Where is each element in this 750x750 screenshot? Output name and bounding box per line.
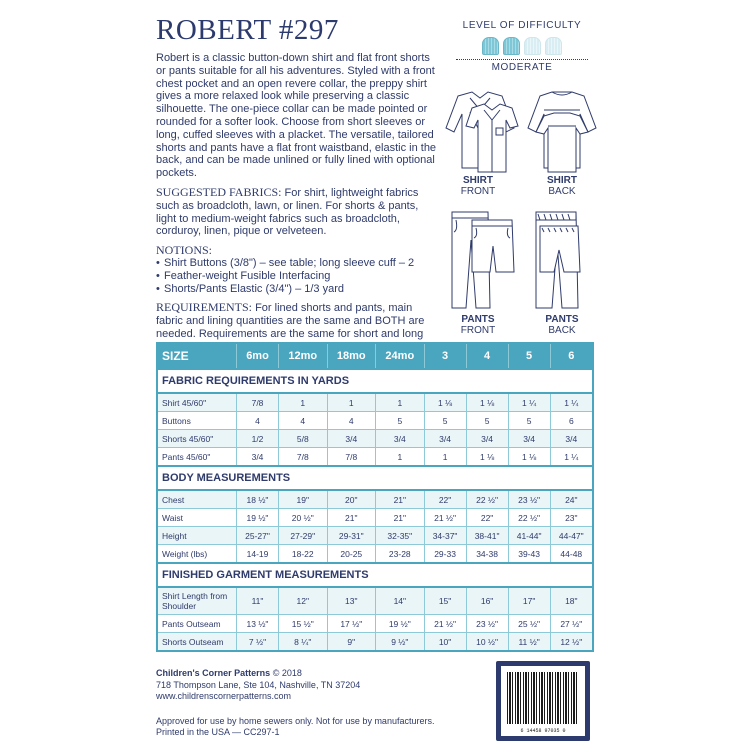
size-header-row [157,343,593,369]
table-cell: 3/4 [237,448,279,467]
table-cell: 1 ⅛ [466,448,508,467]
barcode [501,666,585,736]
table-cell: 1 [376,393,425,412]
table-row-label: Waist [157,509,237,527]
table-cell: 1 ⅛ [424,393,466,412]
table-cell: 5 [376,412,425,430]
table-cell: 19 ½" [376,615,425,633]
table-cell: 18-22 [279,545,328,564]
table-cell: 5 [466,412,508,430]
table-cell: 22" [466,509,508,527]
size-header-cell: 12mo [279,343,328,369]
size-chart-table [156,342,594,652]
table-cell: 6 [550,412,593,430]
table-cell: 22 ½" [466,490,508,509]
table-cell: 23 ½" [466,615,508,633]
table-cell: 5 [508,412,550,430]
fabrics-heading: SUGGESTED FABRICS: [156,184,282,199]
table-row-label: Shirt Length from Shoulder [157,587,237,615]
table-cell: 41-44" [508,527,550,545]
shirt-back-caption: SHIRT BACK [547,175,577,197]
table-cell: 29-31" [327,527,376,545]
table-cell: 21" [327,509,376,527]
table-cell: 5 [424,412,466,430]
shirt-back-illustration [522,88,602,176]
table-row [157,412,593,430]
table-cell: 19 ½" [237,509,279,527]
table-section-title: FABRIC REQUIREMENTS IN YARDS [157,369,593,393]
publisher-name: Children's Corner Patterns [156,668,271,678]
thimble-rating [450,37,594,55]
table-cell: 23" [550,509,593,527]
thimble-empty-icon [545,37,562,55]
notions-item: • Shirt Buttons (3/8") – see table; long sleeve cuff – 2 [156,256,415,269]
table-cell: 13 ½" [237,615,279,633]
table-cell: 12" [279,587,328,615]
table-row [157,393,593,412]
shirt-front-caption: SHIRT FRONT [460,175,496,197]
table-cell: 1 ¼ [550,448,593,467]
table-cell: 3/4 [508,430,550,448]
table-cell: 23-28 [376,545,425,564]
table-cell: 1 [424,448,466,467]
table-cell: 25-27" [237,527,279,545]
table-cell: 3/4 [466,430,508,448]
table-cell: 10" [424,633,466,652]
table-cell: 1 ⅛ [466,393,508,412]
table-cell: 1 [376,448,425,467]
size-header-cell: 3 [424,343,466,369]
pants-front-illustration [444,208,518,312]
table-section-row [157,466,593,490]
fabrics-text: For shirt, lightweight fabrics such as broadcloth, lawn, or linen. For shorts & pants, light to medium-weight fabrics such as broadcloth, corduroy, linen, pique or velveteen. [156,186,419,238]
table-cell: 25 ½" [508,615,550,633]
table-row [157,448,593,467]
table-cell: 23 ½" [508,490,550,509]
fabrics-paragraph [156,186,438,238]
publisher-line [156,668,360,680]
table-cell: 4 [237,412,279,430]
table-cell: 32-35" [376,527,425,545]
table-cell: 8 ¼" [279,633,328,652]
pattern-description: Robert is a classic button-down shirt and flat front shorts or pants suitable for all his adventures. Styled with a front chest pocket and an open revere collar, the preppy shirt gives a more relaxed look while preserving a classic silhouette. The one-piece collar can be made pointed or rounded for a softer look. Choose from short sleeves or long, cuffed sleeves with a placket. The versatile, tailored shorts and pants have a flat front waistband, elastic in the back, and can be made unlined or fully lined with optional pockets. [156,52,437,180]
table-row-label: Pants Outseam [157,615,237,633]
pattern-back-cover [150,8,600,746]
table-cell: 1 ¼ [550,393,593,412]
table-cell: 27-29" [279,527,328,545]
copyright: © 2018 [272,668,302,678]
difficulty-level: MODERATE [491,62,553,73]
notions-item: • Feather-weight Fusible Interfacing [156,269,331,282]
table-section-title: FINISHED GARMENT MEASUREMENTS [157,563,593,587]
table-cell: 1 [279,393,328,412]
table-cell: 11 ½" [508,633,550,652]
table-cell: 21" [376,509,425,527]
table-cell: 1 ¼ [508,393,550,412]
table-cell: 16" [466,587,508,615]
table-row-label: Shorts Outseam [157,633,237,652]
size-header-label: SIZE [157,343,237,369]
table-row [157,545,593,564]
table-row [157,430,593,448]
table-cell: 18 ½" [237,490,279,509]
table-cell: 7/8 [279,448,328,467]
size-header-cell: 5 [508,343,550,369]
table-row-label: Shorts 45/60" [157,430,237,448]
difficulty-rating [450,20,594,73]
table-cell: 44-47" [550,527,593,545]
pants-back-illustration [526,208,600,312]
table-cell: 19" [279,490,328,509]
difficulty-divider [456,59,588,60]
table-cell: 3/4 [550,430,593,448]
table-cell: 14" [376,587,425,615]
requirements-heading: REQUIREMENTS: [156,300,252,315]
table-cell: 10 ½" [466,633,508,652]
table-row [157,615,593,633]
table-cell: 22" [424,490,466,509]
table-cell: 5/8 [279,430,328,448]
table-row-label: Chest [157,490,237,509]
table-cell: 20" [327,490,376,509]
barcode-number: 6 14458 97035 0 [520,728,566,734]
table-cell: 34-38 [466,545,508,564]
size-header-cell: 6mo [237,343,279,369]
table-cell: 39-43 [508,545,550,564]
requirements-text: For lined shorts and pants, main fabric and lining quantities are the same and BOTH are needed. Requirements are the same for short and long [156,302,425,340]
table-cell: 27 ½" [550,615,593,633]
table-cell: 22 ½" [508,509,550,527]
notions-list [156,257,438,295]
legal-notice [156,716,434,738]
table-cell: 7/8 [237,393,279,412]
notions-heading: NOTIONS: [156,243,212,258]
table-cell: 3/4 [424,430,466,448]
table-cell: 7 ½" [237,633,279,652]
table-cell: 1/2 [237,430,279,448]
thimble-empty-icon [524,37,541,55]
table-cell: 17 ½" [327,615,376,633]
table-cell: 21 ½" [424,509,466,527]
table-cell: 15 ½" [279,615,328,633]
table-cell: 14-19 [237,545,279,564]
table-cell: 17" [508,587,550,615]
table-cell: 20 ½" [279,509,328,527]
table-row-label: Shirt 45/60" [157,393,237,412]
table-cell: 3/4 [376,430,425,448]
size-header-cell: 4 [466,343,508,369]
pattern-title: ROBERT #297 [156,14,339,46]
table-cell: 29-33 [424,545,466,564]
table-cell: 18" [550,587,593,615]
table-cell: 34-37" [424,527,466,545]
size-header-cell: 18mo [327,343,376,369]
table-cell: 21 ½" [424,615,466,633]
table-row [157,587,593,615]
table-cell: 13" [327,587,376,615]
table-cell: 15" [424,587,466,615]
table-row-label: Buttons [157,412,237,430]
table-cell: 12 ½" [550,633,593,652]
table-cell: 1 ⅛ [508,448,550,467]
publisher-info [156,668,360,703]
table-row [157,509,593,527]
pants-front-caption: PANTS FRONT [460,314,496,336]
table-cell: 9 ½" [376,633,425,652]
legal-line: Approved for use by home sewers only. Not for use by manufacturers. [156,716,435,726]
table-row-label: Height [157,527,237,545]
table-section-title: BODY MEASUREMENTS [157,466,593,490]
table-row [157,527,593,545]
table-cell: 20-25 [327,545,376,564]
pants-back-caption: PANTS BACK [545,314,579,336]
table-row-label: Pants 45/60" [157,448,237,467]
table-cell: 21" [376,490,425,509]
shirt-front-illustration [440,88,520,176]
table-row [157,633,593,652]
barcode-panel [496,661,590,741]
notions-item: • Shorts/Pants Elastic (3/4") – 1/3 yard [156,282,344,295]
size-header-cell: 6 [550,343,593,369]
difficulty-label: LEVEL OF DIFFICULTY [462,20,582,31]
table-cell: 11" [237,587,279,615]
table-cell: 4 [327,412,376,430]
table-cell: 9" [327,633,376,652]
table-section-row [157,369,593,393]
table-cell: 1 [327,393,376,412]
table-section-row [157,563,593,587]
publisher-address: 718 Thompson Lane, Ste 104, Nashville, TN 37204 [156,679,361,690]
table-cell: 44-48 [550,545,593,564]
table-cell: 3/4 [327,430,376,448]
publisher-website: www.childrenscornerpatterns.com [156,691,292,701]
pattern-description-block [156,52,438,360]
table-cell: 38-41" [466,527,508,545]
table-cell: 4 [279,412,328,430]
thimble-filled-icon [503,37,520,55]
table-cell: 24" [550,490,593,509]
table-row-label: Weight (lbs) [157,545,237,564]
barcode-bars [507,672,579,724]
table-row [157,490,593,509]
thimble-filled-icon [482,37,499,55]
legal-line: Printed in the USA — CC297-1 [156,727,280,737]
table-cell: 7/8 [327,448,376,467]
size-header-cell: 24mo [376,343,425,369]
